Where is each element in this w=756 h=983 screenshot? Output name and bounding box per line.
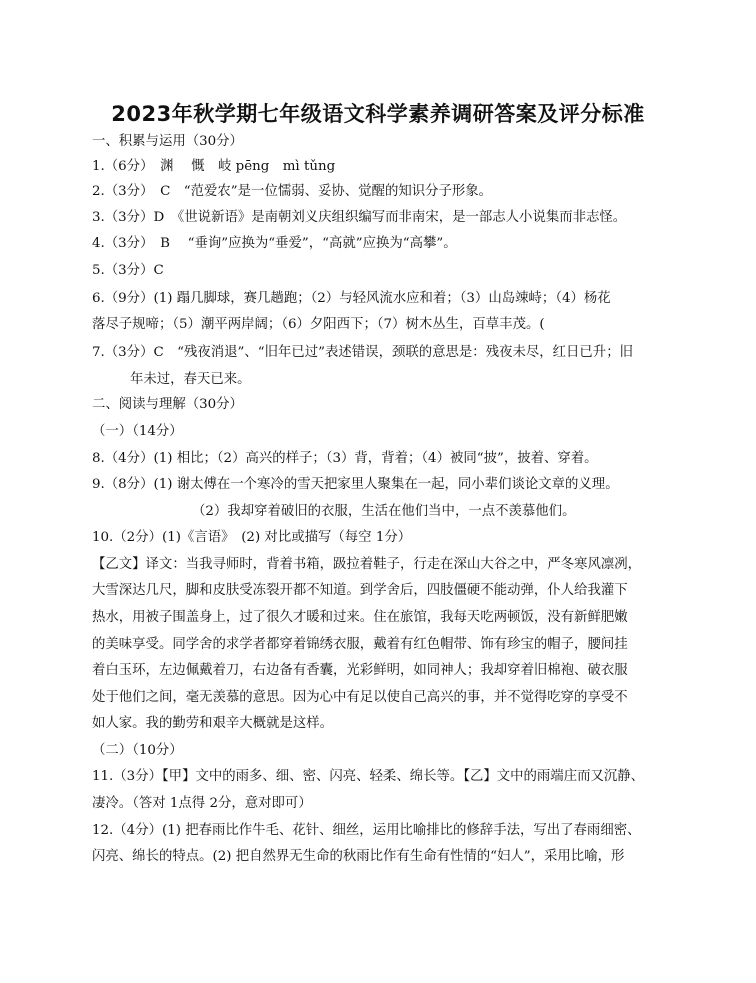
subsection-heading: （二）（10分）	[92, 743, 183, 758]
answer-line: 2.（3分） C “范爱农”是一位懦弱、妥协、觉醒的知识分子形象。	[92, 184, 493, 199]
section-heading: 一、积累与运用（30分）	[92, 134, 243, 149]
translation-line: 的美味享受。同学舍的求学者都穿着锦绣衣服，戴着有红色帽带、饰有珍宝的帽子，腰间挂	[92, 637, 628, 652]
answer-line: 闪亮、绵长的特点。(2) 把自然界无生命的秋雨比作有生命有性情的“妇人”，采用比喻，形	[92, 849, 625, 864]
document-title: 2023年秋学期七年级语文科学素养调研答案及评分标准	[111, 102, 645, 126]
answer-line: 7.（3分）C “残夜消退”、“旧年已过”表述错误，颈联的意思是：残夜未尽，红日已升；旧	[92, 345, 633, 360]
answer-line: 10.（2分）(1)《言语》 (2) 对比或描写（每空 1分）	[92, 530, 412, 545]
translation-line: 大雪深达几尺，脚和皮肤受冻裂开都不知道。到学舍后，四肢僵硬不能动弹，仆人给我灌下	[92, 583, 628, 598]
translation-line: 如人家。我的勤劳和艰辛大概就是这样。	[92, 716, 334, 731]
answer-line: 1.（6分） 渊 慨 岐 pēng mì tǔng	[92, 159, 336, 174]
answer-line: 年未过，春天已来。	[130, 372, 251, 387]
answer-line: 3.（3分）D 《世说新语》是南朝刘义庆组织编写而非南宋，是一部志人小说集而非志怪。	[92, 210, 627, 225]
answer-line: 6.（9分）(1) 蹋几脚球，赛几趟跑；（2）与轻风流水应和着；（3）山岛竦峙；（4）杨花	[92, 291, 611, 306]
translation-line: 热水，用被子围盖身上，过了很久才暖和过来。住在旅馆，我每天吃两顿饭，没有新鲜肥嫩	[92, 610, 628, 625]
answer-line: 11.（3分）【甲】文中的雨多、细、密、闪亮、轻柔、绵长等。【乙】文中的雨端庄而又沉静、	[92, 769, 645, 784]
subsection-heading: （一）（14分）	[92, 424, 183, 439]
answer-line: 5.（3分）C	[92, 263, 164, 278]
answer-line: 9.（8分）(1) 谢太傅在一个寒冷的雪天把家里人聚集在一起，同小辈们谈论文章的义理。	[92, 477, 619, 492]
answer-line: 4.（3分） B “垂询”应换为“垂爱”，“高就”应换为“高攀”。	[92, 236, 457, 251]
answer-line: 12.（4分）(1) 把春雨比作牛毛、花针、细丝，运用比喻排比的修辞手法，写出了春雨细密、	[92, 823, 641, 838]
answer-line: 8.（4分）(1) 相比；（2）高兴的样子；（3）背，背着；（4）被同“披”，披着、穿着。	[92, 451, 598, 466]
answer-line: 凄冷。（答对 1点得 2分，意对即可）	[92, 796, 312, 811]
translation-line: 着白玉环，左边佩戴着刀，右边备有香囊，光彩鲜明，如同神人；我却穿着旧棉袍、破衣服	[92, 663, 628, 678]
answer-line: （2）我却穿着破旧的衣服，生活在他们当中，一点不羡慕他们。	[192, 504, 576, 519]
answer-line: 落尽子规啼；（5）潮平两岸阔；（6）夕阳西下；（7）树木丛生，百草丰茂。(	[92, 317, 545, 332]
translation-line: 【乙文】译文：当我寻师时，背着书箱，趿拉着鞋子，行走在深山大谷之中，严冬寒风凛冽，	[92, 557, 642, 572]
section-heading: 二、阅读与理解（30分）	[92, 397, 243, 412]
translation-line: 处于他们之间，毫无羡慕的意思。因为心中有足以使自己高兴的事，并不觉得吃穿的享受不	[92, 690, 628, 705]
